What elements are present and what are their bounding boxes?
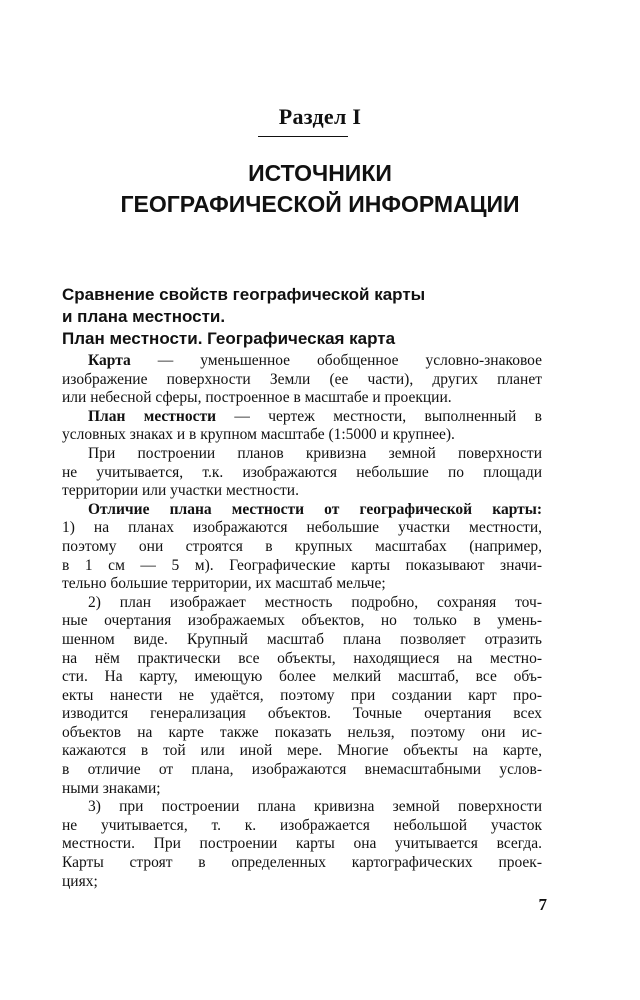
body-line [62,426,542,445]
body-text-span: не учитывается, т.к. изображаются небольшие по площади [62,463,542,481]
body-line [62,519,542,538]
body-text-span: ные очертания изображаемых объектов, но только в умень- [62,612,542,630]
body-line [62,724,542,743]
body-line [62,705,542,724]
body-line [62,761,542,780]
body-text-span: циях; [62,872,98,890]
body-text-span: сти. На карту, имеющую более мелкий масштаб, все объ- [62,668,542,686]
body-line [62,612,542,631]
body-text-span: 2) план изображает местность подробно, сохраняя точ- [88,593,542,611]
term: План местности [88,407,217,425]
main-title-line: ИСТОЧНИКИ [248,160,392,186]
main-title-line: ГЕОГРАФИЧЕСКОЙ ИНФОРМАЦИИ [120,191,520,217]
body-text [62,352,542,891]
body-line [62,445,542,464]
body-text-span: в 1 см — 5 м). Географические карты показывают значи- [62,556,542,574]
body-text-span: шенном виде. Крупный масштаб плана позволяет отразить [62,630,542,648]
body-line [62,575,542,594]
subheading-line: Сравнение свойств географической карты [62,285,426,304]
body-line [62,352,542,371]
body-line [62,557,542,576]
body-text-span: — чертеж местности, выполненный в [216,407,542,425]
body-line [62,371,542,390]
body-text-span: кажаются в той или иной мере. Многие объекты на карте, [62,742,542,760]
body-text-span: 1) на планах изображаются небольшие участки местности, [62,519,542,537]
body-line [62,482,542,501]
body-text-span: изображение поверхности Земли (ее части), других планет [62,370,542,388]
body-line [62,501,542,520]
body-text-span: тельно большие территории, их масштаб мельче; [62,575,386,593]
body-line [62,742,542,761]
body-line [62,631,542,650]
body-text-span: не учитывается, т. к. изображается небольшой участок [62,816,542,834]
body-text-span: — уменьшенное обобщенное условно-знаковое [130,352,542,369]
body-text-span: местности. При построении карты она учитывается всегда. [62,835,542,853]
body-line [62,854,542,873]
page-number: 7 [538,895,547,914]
subheading-line: и плана местности. [62,307,226,326]
main-title [0,158,640,220]
section-title-underline [258,136,348,137]
body-text-span: екты нанести не удаётся, поэтому при создании карт про- [62,686,542,704]
body-text-span: условных знаках и в крупном масштабе (1:5000 и крупнее). [62,426,455,444]
body-text-span: ными знаками; [62,779,161,797]
body-line [62,835,542,854]
body-line [62,668,542,687]
body-text-span: Карты строят в определенных картографических проек- [62,854,542,872]
body-text-span: изводится генерализация объектов. Точные очертания всех [62,705,542,723]
body-text-span: поэтому они строятся в крупных масштабах (например, [62,537,542,555]
body-line [62,780,542,799]
section-title: Раздел I [278,104,362,129]
body-line [62,650,542,669]
term: Карта [88,352,131,369]
body-text-span: территории или участки местности. [62,482,299,500]
body-text-span: на нём практически все объекты, находящиеся на местно- [62,649,542,667]
body-line [62,538,542,557]
body-line [62,464,542,483]
body-text-span: объектов на карте также показать нельзя, поэтому они ис- [62,723,542,741]
body-text-span: в отличие от плана, изображаются внемасштабными услов- [62,761,542,779]
subheading [62,284,562,350]
body-line [62,873,542,892]
body-text-span: При построении планов кривизна земной поверхности [88,444,542,462]
body-text-span: или небесной сферы, построенное в масштабе и проекции. [62,389,452,407]
subheading-line: План местности. Географическая карта [62,329,396,348]
term: Отличие плана местности от географической карты: [88,500,542,518]
body-line [62,594,542,613]
body-text-span: 3) при построении плана кривизна земной поверхности [88,798,542,816]
body-line [62,389,542,408]
body-line [62,817,542,836]
body-line [62,408,542,427]
body-line [62,687,542,706]
body-line [62,798,542,817]
